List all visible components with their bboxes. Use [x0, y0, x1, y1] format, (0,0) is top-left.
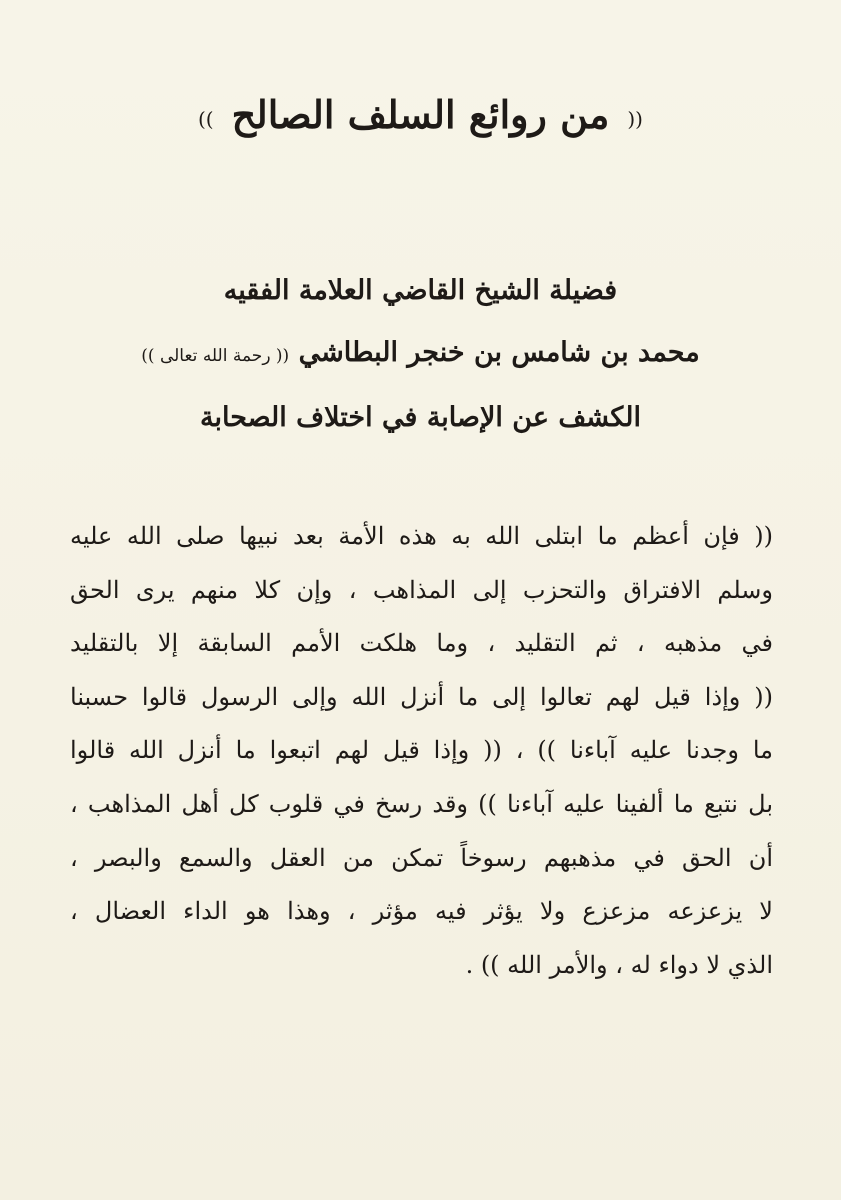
quoted-passage: [70, 510, 773, 992]
title-text: من روائع السلف الصالح: [231, 92, 610, 137]
page-title: [0, 92, 841, 138]
passage-line: (( وإذا قيل لهم تعالوا إلى ما أنزل الله وإلى الرسول قالوا حسبنا: [70, 682, 773, 711]
title-close-quote: )): [198, 106, 214, 131]
author-heading: [0, 260, 841, 449]
title-open-quote: ((: [627, 106, 643, 131]
author-mercy-phrase: (( رحمة الله تعالى )): [141, 346, 290, 366]
passage-line: ما وجدنا عليه آباءنا )) ، (( وإذا قيل لهم اتبعوا ما أنزل الله قالوا: [70, 736, 773, 765]
author-name-line: [0, 322, 841, 387]
passage-line: لا يزعزعه مزعزع ولا يؤثر فيه مؤثر ، وهذا هو الداء العضال ،: [70, 897, 773, 926]
passage-line: أن الحق في مذهبهم رسوخاً تمكن من العقل والسمع والبصر ،: [70, 843, 773, 872]
author-title-line: فضيلة الشيخ القاضي العلامة الفقيه: [223, 275, 618, 306]
book-title-line: الكشف عن الإصابة في اختلاف الصحابة: [199, 402, 642, 433]
author-name: محمد بن شامس بن خنجر البطاشي: [298, 337, 700, 368]
passage-line: (( فإن أعظم ما ابتلى الله به هذه الأمة بعد نبيها صلى الله عليه: [70, 522, 773, 550]
passage-line: بل نتبع ما ألفينا عليه آباءنا )) وقد رسخ في قلوب كل أهل المذاهب ،: [70, 789, 773, 818]
passage-line: وسلم الافتراق والتحزب إلى المذاهب ، وإن كلا منهم يرى الحق: [70, 575, 773, 604]
passage-line: في مذهبه ، ثم التقليد ، وما هلكت الأمم السابقة إلا بالتقليد: [70, 629, 773, 658]
passage-line: الذي لا دواء له ، والأمر الله )) .: [465, 950, 773, 979]
